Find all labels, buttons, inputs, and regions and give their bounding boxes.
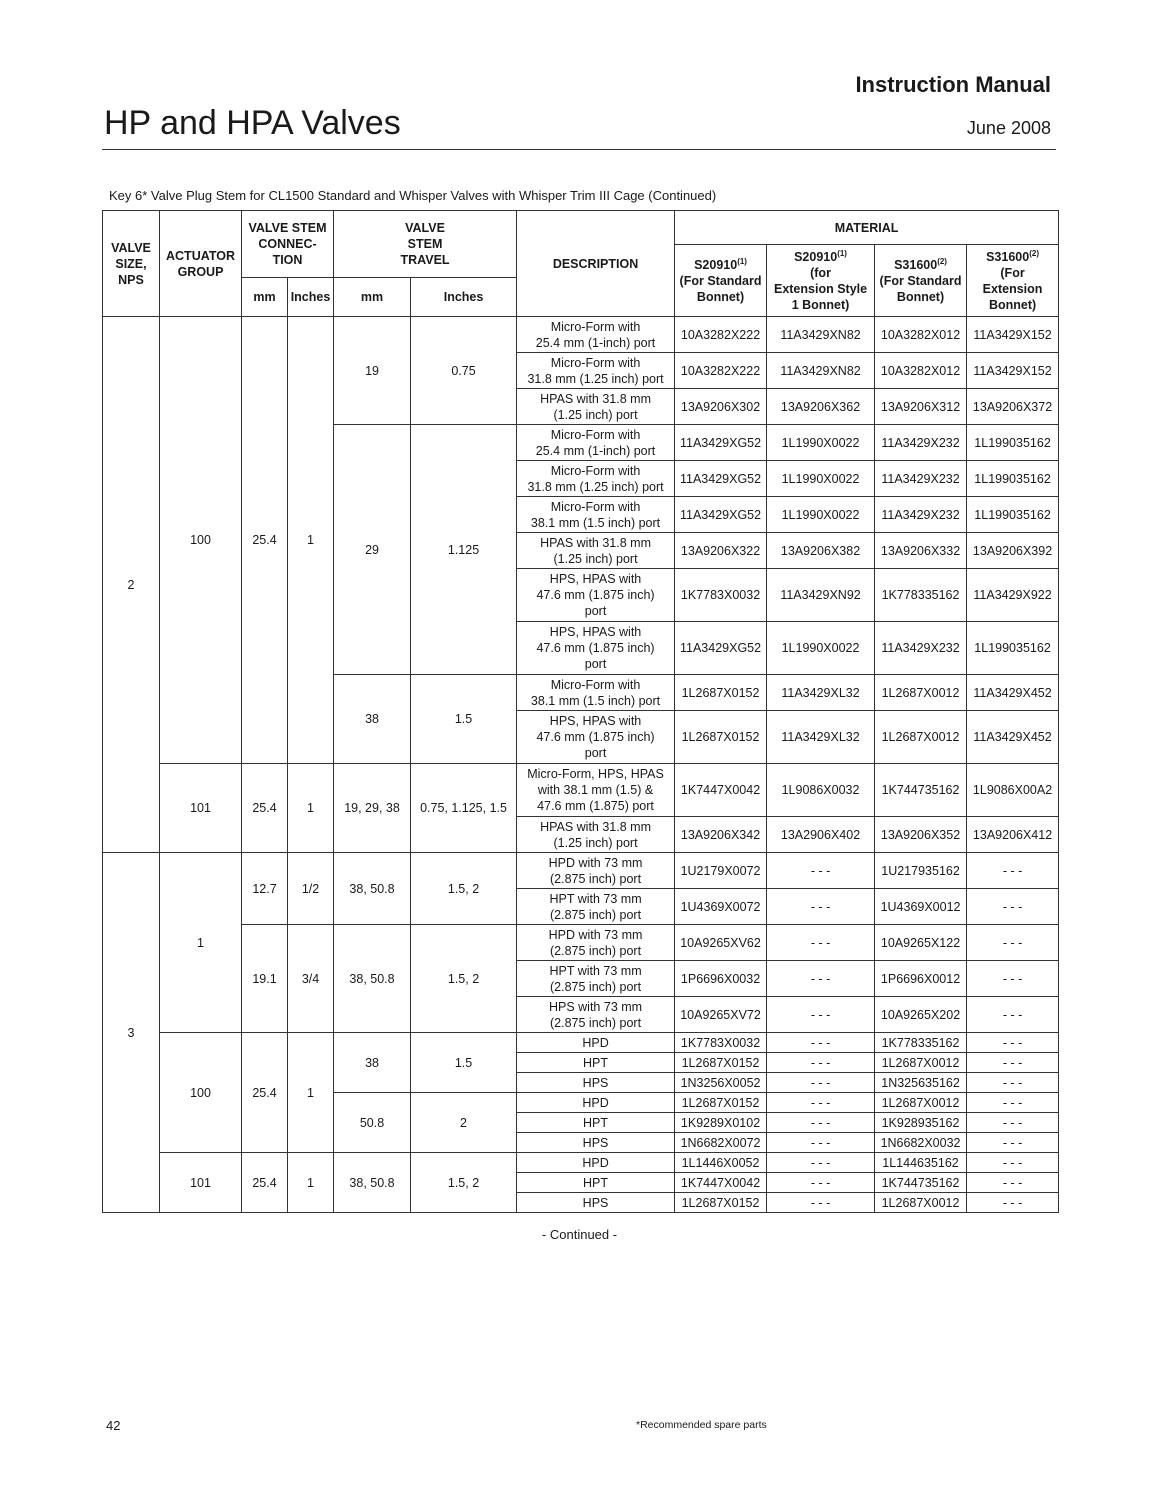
material-s20910-extension-cell: 1L1990X0022 bbox=[767, 497, 875, 533]
material-s20910-extension-cell: - - - bbox=[767, 1153, 875, 1173]
material-s20910-standard-cell: 13A9206X322 bbox=[675, 533, 767, 569]
material-s20910-standard-cell: 11A3429XG52 bbox=[675, 622, 767, 675]
material-s31600-standard-cell: 1L2687X0012 bbox=[875, 1193, 967, 1213]
description-cell: HPS with 73 mm (2.875 inch) port bbox=[517, 997, 675, 1033]
material-s20910-standard-cell: 1P6696X0032 bbox=[675, 961, 767, 997]
travel-mm-cell: 38 bbox=[334, 1033, 411, 1093]
material-s31600-extension-cell: - - - bbox=[967, 925, 1059, 961]
travel-inches-cell: 1.5 bbox=[411, 1033, 517, 1093]
material-s31600-standard-cell: 1U4369X0012 bbox=[875, 889, 967, 925]
material-s20910-standard-cell: 1L2687X0152 bbox=[675, 711, 767, 764]
header-travel-mm: mm bbox=[334, 278, 411, 317]
travel-mm-cell: 50.8 bbox=[334, 1093, 411, 1153]
material-s20910-standard-cell: 10A3282X222 bbox=[675, 353, 767, 389]
material-s31600-extension-cell: - - - bbox=[967, 1053, 1059, 1073]
material-s31600-standard-cell: 11A3429X232 bbox=[875, 497, 967, 533]
material-s31600-standard-cell: 10A3282X012 bbox=[875, 317, 967, 353]
material-s31600-standard-cell: 10A3282X012 bbox=[875, 353, 967, 389]
material-s20910-extension-cell: 1L1990X0022 bbox=[767, 461, 875, 497]
valve-plug-stem-table bbox=[102, 210, 1059, 1213]
material-s20910-standard-cell: 11A3429XG52 bbox=[675, 497, 767, 533]
header-description: DESCRIPTION bbox=[517, 211, 675, 317]
connection-inches-cell: 1 bbox=[288, 317, 334, 764]
material-s20910-extension-cell: - - - bbox=[767, 1073, 875, 1093]
document-date: June 2008 bbox=[966, 118, 1051, 138]
description-cell: HPT with 73 mm (2.875 inch) port bbox=[517, 889, 675, 925]
connection-mm-cell: 25.4 bbox=[242, 317, 288, 764]
material-s20910-extension-cell: 13A2906X402 bbox=[767, 817, 875, 853]
material-s31600-standard-cell: 1N6682X0032 bbox=[875, 1133, 967, 1153]
material-s31600-extension-cell: 1L199035162 bbox=[967, 461, 1059, 497]
header-actuator-group: ACTUATOR GROUP bbox=[160, 211, 242, 317]
material-s20910-extension-cell: 11A3429XN92 bbox=[767, 569, 875, 622]
description-cell: HPD with 73 mm (2.875 inch) port bbox=[517, 925, 675, 961]
material-s31600-standard-cell: 1K744735162 bbox=[875, 764, 967, 817]
description-cell: Micro-Form with 31.8 mm (1.25 inch) port bbox=[517, 353, 675, 389]
material-s31600-standard-cell: 1L2687X0012 bbox=[875, 711, 967, 764]
travel-inches-cell: 2 bbox=[411, 1093, 517, 1153]
description-cell: Micro-Form, HPS, HPAS with 38.1 mm (1.5) & 47.6 mm (1.875) port bbox=[517, 764, 675, 817]
travel-inches-cell: 0.75 bbox=[411, 317, 517, 425]
material-s20910-standard-cell: 1U2179X0072 bbox=[675, 853, 767, 889]
header-valve-size: VALVE SIZE, NPS bbox=[103, 211, 160, 317]
material-s31600-extension-cell: 11A3429X452 bbox=[967, 711, 1059, 764]
material-s20910-standard-cell: 1L2687X0152 bbox=[675, 1093, 767, 1113]
material-s20910-standard-cell: 10A9265XV62 bbox=[675, 925, 767, 961]
header-connection-mm: mm bbox=[242, 278, 288, 317]
material-s20910-extension-cell: 13A9206X382 bbox=[767, 533, 875, 569]
material-s20910-standard-cell: 1K7447X0042 bbox=[675, 1173, 767, 1193]
material-s31600-standard-cell: 13A9206X312 bbox=[875, 389, 967, 425]
document-title: HP and HPA Valves bbox=[104, 104, 401, 142]
material-s31600-extension-cell: 11A3429X922 bbox=[967, 569, 1059, 622]
travel-inches-cell: 1.125 bbox=[411, 425, 517, 675]
material-s31600-extension-cell: - - - bbox=[967, 997, 1059, 1033]
header-stem-connection: VALVE STEM CONNEC- TION bbox=[242, 211, 334, 278]
material-s31600-standard-cell: 1K778335162 bbox=[875, 569, 967, 622]
material-s20910-standard-cell: 11A3429XG52 bbox=[675, 461, 767, 497]
material-s31600-standard-cell: 1L2687X0012 bbox=[875, 675, 967, 711]
table-row bbox=[103, 317, 1059, 353]
connection-inches-cell: 3/4 bbox=[288, 925, 334, 1033]
travel-mm-cell: 38, 50.8 bbox=[334, 1153, 411, 1213]
material-s31600-standard-cell: 13A9206X332 bbox=[875, 533, 967, 569]
footnote: *Recommended spare parts bbox=[636, 1419, 767, 1431]
material-s20910-standard-cell: 1K9289X0102 bbox=[675, 1113, 767, 1133]
material-s31600-extension-cell: 1L199035162 bbox=[967, 425, 1059, 461]
material-s31600-standard-cell: 1P6696X0012 bbox=[875, 961, 967, 997]
valve-size-cell: 2 bbox=[103, 317, 160, 853]
description-cell: Micro-Form with 25.4 mm (1-inch) port bbox=[517, 425, 675, 461]
material-s20910-standard-cell: 11A3429XG52 bbox=[675, 425, 767, 461]
travel-inches-cell: 0.75, 1.125, 1.5 bbox=[411, 764, 517, 853]
material-s31600-standard-cell: 10A9265X202 bbox=[875, 997, 967, 1033]
actuator-group-cell: 1 bbox=[160, 853, 242, 1033]
description-cell: Micro-Form with 31.8 mm (1.25 inch) port bbox=[517, 461, 675, 497]
connection-mm-cell: 12.7 bbox=[242, 853, 288, 925]
material-s31600-extension-cell: - - - bbox=[967, 961, 1059, 997]
description-cell: HPS bbox=[517, 1133, 675, 1153]
header-connection-inches: Inches bbox=[288, 278, 334, 317]
travel-mm-cell: 38, 50.8 bbox=[334, 853, 411, 925]
material-s31600-extension-cell: - - - bbox=[967, 1153, 1059, 1173]
travel-mm-cell: 19 bbox=[334, 317, 411, 425]
connection-inches-cell: 1/2 bbox=[288, 853, 334, 925]
description-cell: HPT bbox=[517, 1053, 675, 1073]
manual-label: Instruction Manual bbox=[855, 72, 1051, 97]
travel-inches-cell: 1.5, 2 bbox=[411, 925, 517, 1033]
table-row bbox=[103, 853, 1059, 889]
material-s31600-extension-cell: - - - bbox=[967, 1073, 1059, 1093]
material-s20910-standard-cell: 1K7447X0042 bbox=[675, 764, 767, 817]
material-s20910-standard-cell: 1N6682X0072 bbox=[675, 1133, 767, 1153]
material-s20910-standard-cell: 1K7783X0032 bbox=[675, 1033, 767, 1053]
material-s20910-extension-cell: - - - bbox=[767, 1173, 875, 1193]
description-cell: HPD bbox=[517, 1093, 675, 1113]
material-s20910-standard-cell: 1L2687X0152 bbox=[675, 1193, 767, 1213]
material-s31600-extension-cell: - - - bbox=[967, 1093, 1059, 1113]
material-s31600-standard-cell: 11A3429X232 bbox=[875, 622, 967, 675]
material-s31600-standard-cell: 11A3429X232 bbox=[875, 461, 967, 497]
description-cell: Micro-Form with 38.1 mm (1.5 inch) port bbox=[517, 497, 675, 533]
material-s31600-standard-cell: 1K928935162 bbox=[875, 1113, 967, 1133]
material-s31600-extension-cell: 1L199035162 bbox=[967, 622, 1059, 675]
table-row bbox=[103, 1153, 1059, 1173]
actuator-group-cell: 100 bbox=[160, 1033, 242, 1153]
material-s20910-extension-cell: 11A3429XN82 bbox=[767, 353, 875, 389]
header-material-s20910-standard: S20910$^{(1)}$ (For Standard Bonnet) bbox=[675, 245, 767, 317]
material-s20910-extension-cell: 11A3429XN82 bbox=[767, 317, 875, 353]
material-s31600-extension-cell: 1L199035162 bbox=[967, 497, 1059, 533]
material-s31600-extension-cell: 13A9206X392 bbox=[967, 533, 1059, 569]
description-cell: HPT bbox=[517, 1113, 675, 1133]
material-s20910-extension-cell: - - - bbox=[767, 997, 875, 1033]
description-cell: HPS, HPAS with 47.6 mm (1.875 inch) port bbox=[517, 711, 675, 764]
material-s31600-extension-cell: 13A9206X372 bbox=[967, 389, 1059, 425]
description-cell: HPS bbox=[517, 1193, 675, 1213]
material-s20910-extension-cell: 1L1990X0022 bbox=[767, 622, 875, 675]
material-s20910-extension-cell: - - - bbox=[767, 1193, 875, 1213]
material-s31600-standard-cell: 1N325635162 bbox=[875, 1073, 967, 1093]
table-row bbox=[103, 925, 1059, 961]
travel-inches-cell: 1.5, 2 bbox=[411, 853, 517, 925]
material-s31600-extension-cell: 11A3429X152 bbox=[967, 317, 1059, 353]
connection-mm-cell: 25.4 bbox=[242, 1153, 288, 1213]
material-s20910-extension-cell: 11A3429XL32 bbox=[767, 711, 875, 764]
description-cell: HPD bbox=[517, 1153, 675, 1173]
material-s31600-extension-cell: - - - bbox=[967, 1113, 1059, 1133]
material-s20910-standard-cell: 1N3256X0052 bbox=[675, 1073, 767, 1093]
material-s31600-extension-cell: 11A3429X452 bbox=[967, 675, 1059, 711]
header-material: MATERIAL bbox=[675, 211, 1059, 245]
material-s20910-extension-cell: - - - bbox=[767, 889, 875, 925]
material-s31600-standard-cell: 13A9206X352 bbox=[875, 817, 967, 853]
connection-mm-cell: 25.4 bbox=[242, 1033, 288, 1153]
travel-mm-cell: 19, 29, 38 bbox=[334, 764, 411, 853]
description-cell: HPD bbox=[517, 1033, 675, 1053]
connection-inches-cell: 1 bbox=[288, 1153, 334, 1213]
description-cell: Micro-Form with 25.4 mm (1-inch) port bbox=[517, 317, 675, 353]
description-cell: HPD with 73 mm (2.875 inch) port bbox=[517, 853, 675, 889]
travel-mm-cell: 38 bbox=[334, 675, 411, 764]
material-s31600-extension-cell: - - - bbox=[967, 853, 1059, 889]
actuator-group-cell: 101 bbox=[160, 1153, 242, 1213]
material-s31600-standard-cell: 11A3429X232 bbox=[875, 425, 967, 461]
material-s31600-standard-cell: 1U217935162 bbox=[875, 853, 967, 889]
material-s20910-standard-cell: 10A9265XV72 bbox=[675, 997, 767, 1033]
travel-inches-cell: 1.5, 2 bbox=[411, 1153, 517, 1213]
material-s20910-extension-cell: 13A9206X362 bbox=[767, 389, 875, 425]
material-s20910-extension-cell: - - - bbox=[767, 853, 875, 889]
material-s20910-standard-cell: 1L2687X0152 bbox=[675, 1053, 767, 1073]
description-cell: HPAS with 31.8 mm (1.25 inch) port bbox=[517, 533, 675, 569]
material-s20910-extension-cell: - - - bbox=[767, 1033, 875, 1053]
material-s31600-extension-cell: - - - bbox=[967, 1173, 1059, 1193]
description-cell: HPT with 73 mm (2.875 inch) port bbox=[517, 961, 675, 997]
header-stem-travel: VALVE STEM TRAVEL bbox=[334, 211, 517, 278]
header-material-s31600-extension: S31600$^{(2)}$ (For Extension Bonnet) bbox=[967, 245, 1059, 317]
description-cell: HPAS with 31.8 mm (1.25 inch) port bbox=[517, 817, 675, 853]
material-s20910-extension-cell: - - - bbox=[767, 1093, 875, 1113]
description-cell: HPS, HPAS with 47.6 mm (1.875 inch) port bbox=[517, 569, 675, 622]
description-cell: HPT bbox=[517, 1173, 675, 1193]
material-s20910-extension-cell: 11A3429XL32 bbox=[767, 675, 875, 711]
description-cell: HPAS with 31.8 mm (1.25 inch) port bbox=[517, 389, 675, 425]
description-cell: Micro-Form with 38.1 mm (1.5 inch) port bbox=[517, 675, 675, 711]
material-s31600-extension-cell: - - - bbox=[967, 1033, 1059, 1053]
material-s20910-extension-cell: 1L9086X0032 bbox=[767, 764, 875, 817]
material-s31600-extension-cell: 11A3429X152 bbox=[967, 353, 1059, 389]
material-s31600-standard-cell: 1L144635162 bbox=[875, 1153, 967, 1173]
table-caption: Key 6* Valve Plug Stem for CL1500 Standard and Whisper Valves with Whisper Trim III Cage (Continued) bbox=[109, 188, 717, 203]
actuator-group-cell: 100 bbox=[160, 317, 242, 764]
travel-inches-cell: 1.5 bbox=[411, 675, 517, 764]
travel-mm-cell: 38, 50.8 bbox=[334, 925, 411, 1033]
material-s31600-extension-cell: 13A9206X412 bbox=[967, 817, 1059, 853]
material-s31600-extension-cell: - - - bbox=[967, 1193, 1059, 1213]
material-s20910-standard-cell: 1L1446X0052 bbox=[675, 1153, 767, 1173]
table-row bbox=[103, 1033, 1059, 1053]
material-s20910-standard-cell: 1K7783X0032 bbox=[675, 569, 767, 622]
header-divider bbox=[102, 149, 1056, 150]
header-material-s31600-standard: S31600$^{(2)}$ (For Standard Bonnet) bbox=[875, 245, 967, 317]
material-s31600-standard-cell: 1L2687X0012 bbox=[875, 1093, 967, 1113]
material-s20910-extension-cell: 1L1990X0022 bbox=[767, 425, 875, 461]
material-s20910-extension-cell: - - - bbox=[767, 1133, 875, 1153]
material-s20910-extension-cell: - - - bbox=[767, 1053, 875, 1073]
material-s31600-standard-cell: 1L2687X0012 bbox=[875, 1053, 967, 1073]
travel-mm-cell: 29 bbox=[334, 425, 411, 675]
page-number: 42 bbox=[106, 1418, 121, 1433]
material-s31600-extension-cell: - - - bbox=[967, 889, 1059, 925]
connection-mm-cell: 25.4 bbox=[242, 764, 288, 853]
material-s31600-standard-cell: 1K744735162 bbox=[875, 1173, 967, 1193]
description-cell: HPS, HPAS with 47.6 mm (1.875 inch) port bbox=[517, 622, 675, 675]
table-row bbox=[103, 764, 1059, 817]
material-s20910-extension-cell: - - - bbox=[767, 925, 875, 961]
header-travel-inches: Inches bbox=[411, 278, 517, 317]
material-s20910-standard-cell: 10A3282X222 bbox=[675, 317, 767, 353]
material-s31600-extension-cell: - - - bbox=[967, 1133, 1059, 1153]
connection-mm-cell: 19.1 bbox=[242, 925, 288, 1033]
material-s20910-extension-cell: - - - bbox=[767, 1113, 875, 1133]
valve-size-cell: 3 bbox=[103, 853, 160, 1213]
continued-label: - Continued - bbox=[541, 1227, 618, 1242]
material-s20910-standard-cell: 13A9206X342 bbox=[675, 817, 767, 853]
connection-inches-cell: 1 bbox=[288, 764, 334, 853]
material-s20910-standard-cell: 13A9206X302 bbox=[675, 389, 767, 425]
material-s31600-standard-cell: 1K778335162 bbox=[875, 1033, 967, 1053]
material-s20910-standard-cell: 1U4369X0072 bbox=[675, 889, 767, 925]
material-s31600-extension-cell: 1L9086X00A2 bbox=[967, 764, 1059, 817]
description-cell: HPS bbox=[517, 1073, 675, 1093]
material-s20910-extension-cell: - - - bbox=[767, 961, 875, 997]
actuator-group-cell: 101 bbox=[160, 764, 242, 853]
connection-inches-cell: 1 bbox=[288, 1033, 334, 1153]
material-s31600-standard-cell: 10A9265X122 bbox=[875, 925, 967, 961]
material-s20910-standard-cell: 1L2687X0152 bbox=[675, 675, 767, 711]
header-material-s20910-extension: S20910$^{(1)}$ (for Extension Style 1 Bonnet) bbox=[767, 245, 875, 317]
